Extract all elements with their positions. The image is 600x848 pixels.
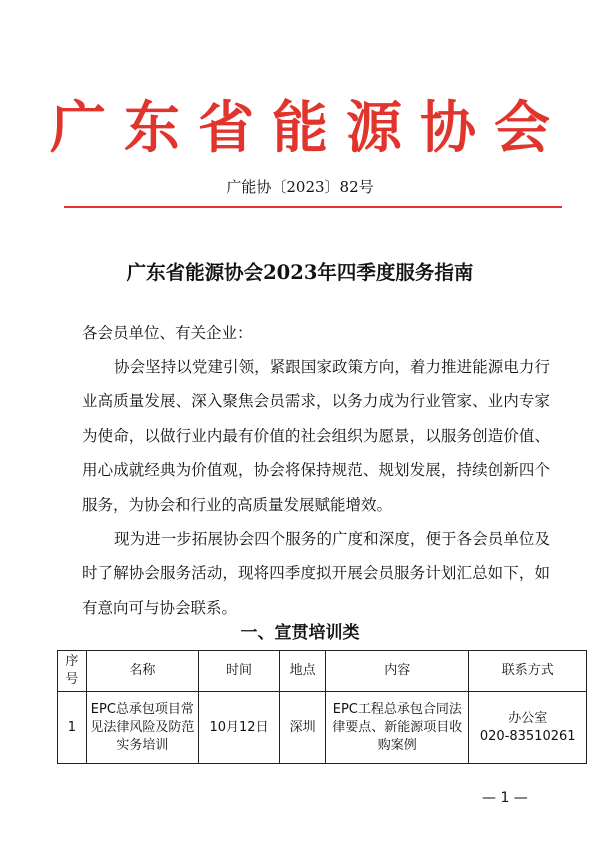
page-number: — 1 — [482, 790, 528, 806]
org-letterhead-title: 广东省能源协会 [50, 95, 568, 161]
contact-department: 办公室 [508, 710, 548, 726]
header-contact: 联系方式 [469, 651, 587, 692]
document-number: 广能协〔2023〕82号 [226, 178, 374, 196]
body-paragraph-2: 现为进一步拓展协会四个服务的广度和深度，便于各会员单位及时了解协会服务活动，现将四季度拟开展会员服务计划汇总如下，如有意向可与协会联系。 [82, 530, 550, 617]
body-paragraph-1: 协会坚持以党建引领，紧跟国家政策方向，着力推进能源电力行业高质量发展、深入聚焦会员需求，以务力成为行业管家、业内专家为使命，以做行业内最有价值的社会组织为愿景，以服务创造价值、用心成就经典为价值观，协会将保持规范、规划发展，持续创新四个服务，为协会和行业的高质量发展赋能增效。 [82, 358, 550, 514]
header-content: 内容 [326, 651, 469, 692]
section-heading: 一、宣贯培训类 [240, 623, 360, 643]
cell-content: EPC工程总承包合同法律要点、新能源项目收购案例 [326, 692, 469, 764]
table-header-row [58, 651, 587, 692]
salutation: 各会员单位、有关企业： [82, 324, 253, 342]
table-row [58, 692, 587, 764]
header-name: 名称 [86, 651, 198, 692]
cell-contact [469, 692, 587, 764]
cell-index: 1 [58, 692, 87, 764]
letterhead-divider [64, 206, 562, 208]
cell-name: EPC总承包项目常见法律风险及防范实务培训 [86, 692, 198, 764]
document-title: 广东省能源协会2023年四季度服务指南 [126, 261, 474, 284]
contact-phone: 020-83510261 [479, 728, 576, 744]
cell-time: 10月12日 [199, 692, 280, 764]
cell-place: 深圳 [280, 692, 326, 764]
header-time: 时间 [199, 651, 280, 692]
header-place: 地点 [280, 651, 326, 692]
header-index: 序号 [58, 651, 87, 692]
service-table [57, 650, 587, 764]
